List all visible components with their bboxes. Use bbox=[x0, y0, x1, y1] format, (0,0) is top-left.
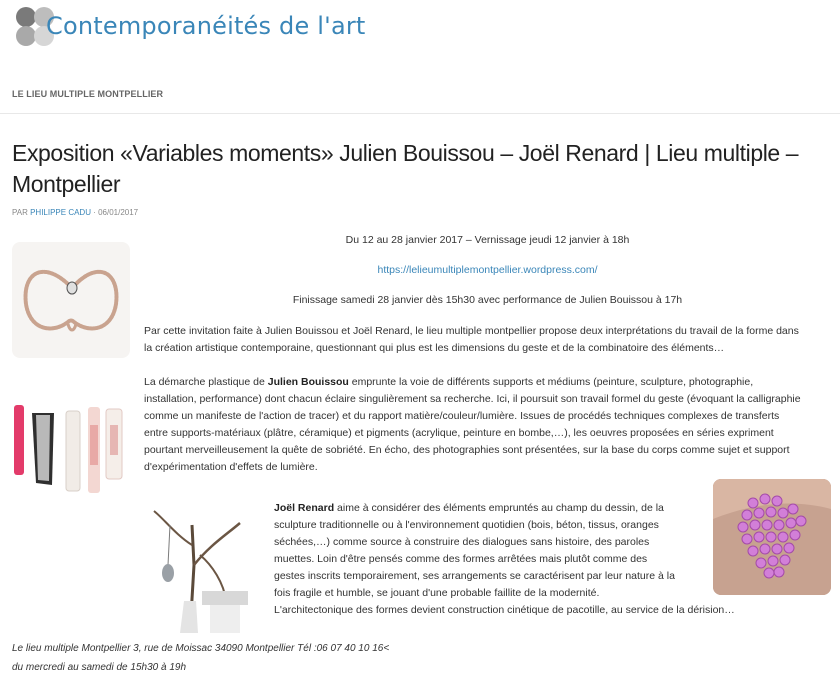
renard-text: aime à considérer des éléments empruntés au champ du dessin, de la bbox=[334, 502, 664, 514]
site-title[interactable]: Contemporanéités de l'art bbox=[46, 12, 366, 40]
renard-line: gestes inscrits temporairement, ses arrangements se caractérisent par leur nature à la bbox=[274, 570, 675, 582]
post-title: Exposition «Variables moments» Julien Bouissou – Joël Renard | Lieu multiple – Montpellier bbox=[12, 140, 799, 197]
exhibition-url-link[interactable]: https://lelieumultiplemontpellier.wordpress.com/ bbox=[377, 264, 598, 276]
venue-address: Le lieu multiple Montpellier 3, rue de Moissac 34090 Montpellier Tél :06 07 40 10 16< bbox=[12, 643, 390, 654]
exhibition-url-container bbox=[145, 264, 830, 276]
renard-line bbox=[274, 500, 774, 517]
exhibition-dates: Du 12 au 28 janvier 2017 – Vernissage jeudi 12 janvier à 18h bbox=[345, 234, 630, 246]
renard-name: Joël Renard bbox=[274, 502, 335, 514]
byline-prefix: PAR bbox=[12, 208, 31, 217]
bouissou-line: installation, performance) dont chacun éclaire singulièrement sa recherche. Ici, il poursuit son travail formel du geste (évoquant la calligraphie bbox=[144, 393, 801, 405]
bouissou-line bbox=[144, 374, 834, 391]
bouissou-line: comme un manifeste de l'action de tracer) et du rapport matière/couleur/lumière. Issues de procédés techniques complexes de transferts bbox=[144, 410, 780, 422]
category-link[interactable]: LE LIEU MULTIPLE MONTPELLIER bbox=[12, 89, 164, 99]
post-date: · 06/01/2017 bbox=[90, 208, 139, 217]
author-link[interactable]: PHILIPPE CADU bbox=[30, 208, 91, 217]
finissage-line: Finissage samedi 28 janvier dès 15h30 avec performance de Julien Bouissou à 17h bbox=[292, 294, 683, 306]
header-divider bbox=[0, 113, 840, 114]
renard-line: L'architectonique des formes devient construction cinétique de pacotille, au service de la dérision… bbox=[274, 604, 735, 616]
opening-hours: du mercredi au samedi de 15h30 à 19h bbox=[12, 662, 187, 673]
artwork-image-branch-sculpture bbox=[140, 505, 252, 633]
byline bbox=[12, 208, 138, 217]
renard-line: muettes. Loin d'être pensés comme des formes arrêtées mais plutôt comme des bbox=[274, 553, 648, 565]
bouissou-lead: La démarche plastique de bbox=[144, 376, 268, 388]
intro-line: la création artistique contemporaine, questionnant qui plus est les dimensions du geste et de la combinatoire des éléments… bbox=[144, 342, 725, 354]
bouissou-line: pourtant merveilleusement la quête de sobriété. En écho, des photographies sont présentées, sur la base du corps comme sujet et support bbox=[144, 444, 790, 456]
bouissou-line: entre supports-matériaux (plâtre, céramique) et pigments (acrylique, peinture en bombe,…), les oeuvres proposées en séries expriment bbox=[144, 427, 774, 439]
bouissou-line: d'expérimentation d'effets de lumière. bbox=[144, 461, 318, 473]
renard-paragraph bbox=[274, 500, 774, 619]
bouissou-text: emprunte la voie de différents supports et médiums (peinture, sculpture, photographie, bbox=[348, 376, 754, 388]
renard-line: sculpture traditionnelle ou à l'environnement quotidien (bois, béton, tissus, oranges bbox=[274, 519, 659, 531]
intro-line: Par cette invitation faite à Julien Bouissou et Joël Renard, le lieu multiple montpellier propose deux interprétations du travail de la forme dans bbox=[144, 325, 799, 337]
artwork-image-ceramics bbox=[10, 385, 130, 497]
bouissou-paragraph bbox=[144, 374, 834, 476]
intro-paragraph bbox=[144, 323, 834, 357]
renard-line: séchées,…) comme source à construire des dialogues sans histoire, des paroles bbox=[274, 536, 650, 548]
bouissou-name: Julien Bouissou bbox=[267, 376, 349, 388]
artwork-image-necklace bbox=[12, 242, 130, 358]
renard-line: fois fragile et humble, se jouant d'une probable faillite de la modernité. bbox=[274, 587, 600, 599]
